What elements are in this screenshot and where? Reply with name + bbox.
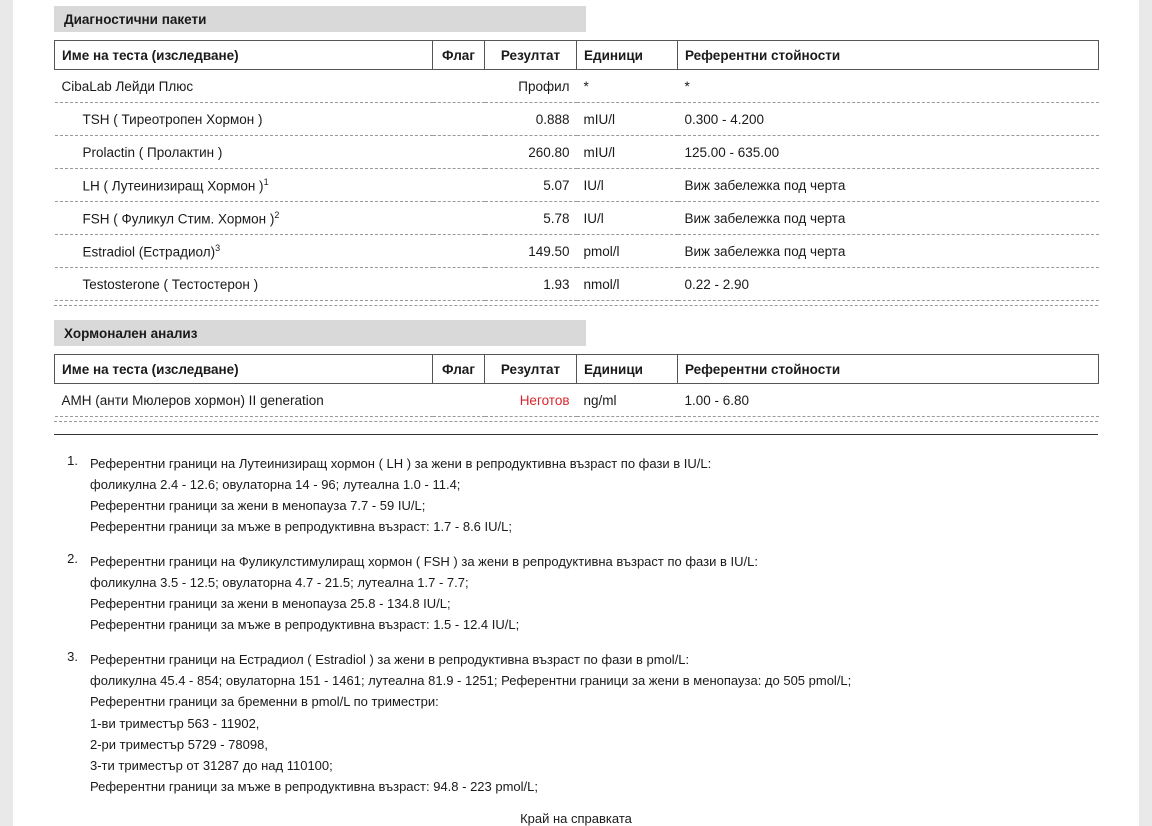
column-header-reference: Референтни стойности — [678, 355, 1099, 384]
test-name-text: CibaLab Лейди Плюс — [61, 78, 194, 94]
footnote-line: Референтни граници за мъже в репродуктивна възраст: 1.5 - 12.4 IU/L; — [90, 617, 520, 633]
result-value-cell: 149.50 — [485, 235, 577, 268]
result-value-cell: Профил — [485, 70, 577, 103]
document-page — [14, 0, 1138, 826]
end-of-report-text: Край на справката — [520, 810, 632, 826]
units-cell: mIU/l — [577, 136, 678, 169]
section-divider — [54, 434, 1098, 435]
footnote-line: фоликулна 45.4 - 854; овулаторна 151 - 1461; лутеална 81.9 - 1251; Референтни граници за жени в менопауза: до 505 pmol/L; — [90, 673, 852, 689]
footnote-marker: 2 — [274, 209, 280, 220]
footnote-line: фоликулна 3.5 - 12.5; овулаторна 4.7 - 21.5; лутеална 1.7 - 7.7; — [90, 575, 469, 591]
footnote-line: фоликулна 2.4 - 12.6; овулаторна 14 - 96; лутеална 1.0 - 11.4; — [90, 477, 461, 493]
footnote-line: Референтни граници за бременни в pmol/L по триместри: — [90, 694, 439, 710]
result-value-cell: 260.80 — [485, 136, 577, 169]
footnote-body — [90, 551, 1098, 635]
test-name-cell — [55, 235, 433, 268]
units-cell: * — [577, 70, 678, 103]
result-value-cell: 5.07 — [485, 169, 577, 202]
sections-container — [54, 6, 1098, 422]
test-name-cell — [55, 384, 433, 417]
column-header-reference: Референтни стойности — [678, 41, 1099, 70]
footnote-line: 3-ти триместър от 31287 до над 110100; — [90, 757, 333, 773]
flag-cell — [433, 70, 485, 103]
footnotes-container — [54, 453, 1098, 797]
footnote-line: Референтни граници за мъже в репродуктивна възраст: 1.7 - 8.6 IU/L; — [90, 519, 512, 535]
footnote-item — [60, 551, 1098, 635]
test-name-text: LH ( Лутеинизиращ Хормон ) — [82, 178, 264, 194]
section-spacer — [54, 32, 1098, 40]
footnote-line: Референтни граници на Лутеинизиращ хормон ( LH ) за жени в репродуктивна възраст по фази в IU/L: — [90, 456, 712, 471]
footnote-marker: 3 — [215, 242, 221, 253]
footnote-number: 2. — [67, 551, 78, 567]
column-header-name: Име на теста (изследване) — [55, 41, 433, 70]
footnote-number: 1. — [67, 453, 78, 468]
section-title-bar: Диагностични пакети — [54, 6, 586, 32]
footnote-body — [90, 649, 1098, 796]
result-value-cell: 1.93 — [485, 268, 577, 301]
flag-cell — [433, 202, 485, 235]
reference-range-cell: Виж забележка под черта — [678, 235, 1099, 268]
flag-cell — [433, 169, 485, 202]
test-name-text: Prolactin ( Пролактин ) — [82, 144, 223, 160]
footnote-line: Референтни граници на Естрадиол ( Estradiol ) за жени в репродуктивна възраст по фази в pmol/L: — [90, 652, 690, 668]
flag-cell — [433, 384, 485, 417]
result-value-cell: 5.78 — [485, 202, 577, 235]
table-row — [55, 268, 1099, 301]
test-name-text: FSH ( Фуликул Стим. Хормон ) — [82, 211, 275, 227]
table-row — [55, 235, 1099, 268]
footnote-line: Референтни граници на Фуликулстимулиращ хормон ( FSH ) за жени в репродуктивна възраст по фази в IU/L: — [90, 554, 758, 570]
reference-range-cell: 125.00 - 635.00 — [678, 136, 1099, 169]
table-header-row — [55, 41, 1099, 70]
reference-range-cell: Виж забележка под черта — [678, 169, 1099, 202]
footnote-line: Референтни граници за мъже в репродуктивна възраст: 94.8 - 223 pmol/L; — [90, 778, 539, 794]
table-row — [55, 103, 1099, 136]
table-row — [55, 136, 1099, 169]
footnote-body — [90, 453, 1098, 537]
table-row — [55, 70, 1099, 103]
column-header-name: Име на теста (изследване) — [55, 355, 433, 384]
reference-range-cell: 0.22 - 2.90 — [678, 268, 1099, 301]
reference-range-cell: 1.00 - 6.80 — [678, 384, 1099, 417]
footnote-item — [60, 649, 1098, 796]
column-header-result: Резултат — [485, 355, 577, 384]
table-row — [55, 169, 1099, 202]
column-header-flag: Флаг — [433, 41, 485, 70]
units-cell: nmol/l — [577, 268, 678, 301]
test-name-cell — [55, 103, 433, 136]
test-name-cell — [55, 70, 433, 103]
section-gap — [54, 306, 1098, 320]
column-header-flag: Флаг — [433, 355, 485, 384]
results-table — [54, 40, 1099, 301]
test-name-cell — [55, 169, 433, 202]
table-row — [55, 202, 1099, 235]
footnote-line: 2-ри триместър 5729 - 78098, — [90, 736, 268, 752]
table-bottom-rule-wrap — [54, 417, 1098, 422]
footnote-number: 3. — [67, 649, 78, 665]
table-bottom-rule — [54, 421, 1098, 422]
column-header-units: Единици — [577, 41, 678, 70]
units-cell: IU/l — [577, 169, 678, 202]
footnote-line: Референтни граници за жени в менопауза 7.7 - 59 IU/L; — [90, 498, 426, 514]
units-cell: mIU/l — [577, 103, 678, 136]
footnote-marker: 1 — [263, 176, 269, 187]
flag-cell — [433, 103, 485, 136]
flag-cell — [433, 268, 485, 301]
table-header-row — [55, 355, 1099, 384]
test-name-text: Estradiol (Естрадиол) — [82, 244, 216, 260]
test-name-text: Testosterone ( Тестостерон ) — [82, 276, 259, 292]
reference-range-cell: Виж забележка под черта — [678, 202, 1099, 235]
footnote-item — [60, 453, 1098, 537]
footnote-line: 1-ви триместър 563 - 11902, — [90, 715, 260, 731]
units-cell: ng/ml — [577, 384, 678, 417]
test-name-cell — [55, 202, 433, 235]
section-title-bar: Хормонален анализ — [54, 320, 586, 346]
test-name-cell — [55, 136, 433, 169]
footnote-line: Референтни граници за жени в менопауза 25.8 - 134.8 IU/L; — [90, 596, 451, 612]
test-name-text: TSH ( Тиреотропен Хормон ) — [82, 111, 263, 127]
reference-range-cell: * — [678, 70, 1099, 103]
results-table — [54, 354, 1099, 417]
section-spacer — [54, 346, 1098, 354]
table-row — [55, 384, 1099, 417]
units-cell: IU/l — [577, 202, 678, 235]
flag-cell — [433, 136, 485, 169]
reference-range-cell: 0.300 - 4.200 — [678, 103, 1099, 136]
units-cell: pmol/l — [577, 235, 678, 268]
test-name-text: АМН (анти Мюлеров хормон) II generation — [61, 392, 324, 408]
result-value-pending: Неготов — [485, 384, 577, 417]
column-header-units: Единици — [577, 355, 678, 384]
test-name-cell — [55, 268, 433, 301]
column-header-result: Резултат — [485, 41, 577, 70]
flag-cell — [433, 235, 485, 268]
document-content — [14, 0, 1138, 826]
result-value-cell: 0.888 — [485, 103, 577, 136]
